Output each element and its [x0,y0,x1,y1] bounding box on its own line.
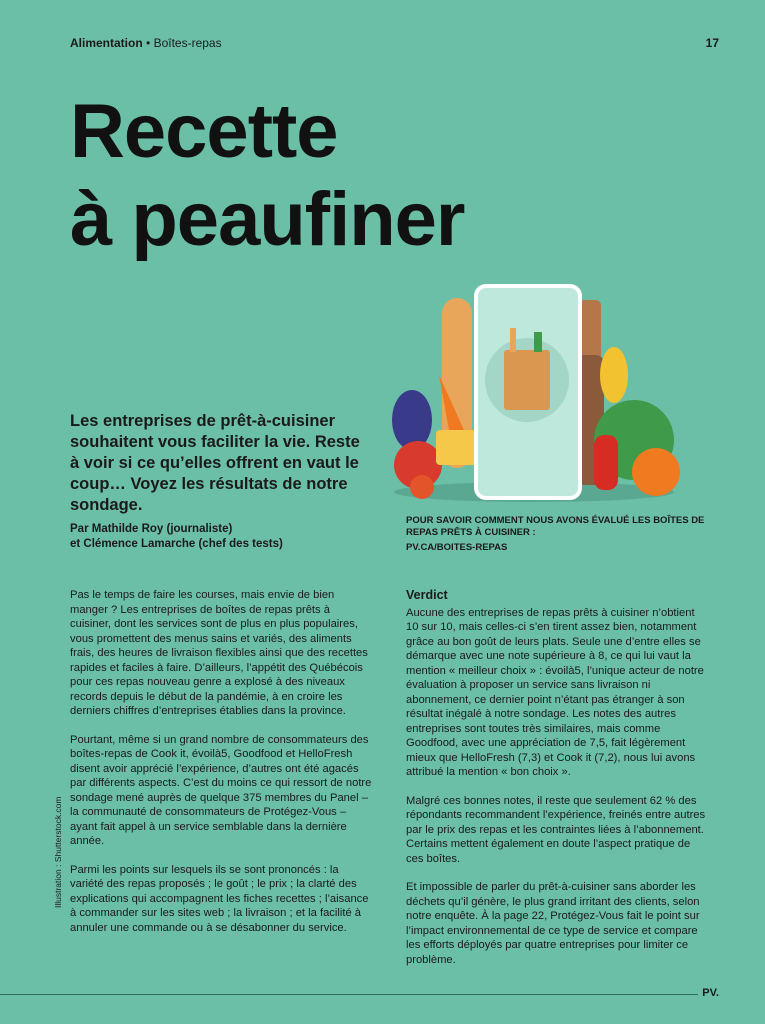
title-line-1: Recette [70,89,338,174]
illustration-credit: Illustration : Shutterstock.com [53,796,63,908]
section-label [70,36,222,50]
body-column-left [70,588,374,949]
paragraph: Pourtant, même si un grand nombre de consommateurs des boîtes-repas de Cook it, évoilà5, Goodfood et HelloFresh disent avoir apprécié l’expérience, d’autres ont été agacés par différents aspects. C’est du moins ce qui ressort de notre sondage mené auprès de quelque 375 membres du Panel – la communauté de consommateurs de Protégez-Vous – ayant fait appel à un service semblable dans la dernière année. [70,733,372,847]
methodology-promo [406,515,706,554]
footer-logo: PV. [698,987,719,999]
footer-rule [0,994,699,995]
verdict-heading: Verdict [406,588,448,602]
page-number: 17 [705,36,719,50]
corn-icon [600,347,628,403]
byline [70,522,370,552]
promo-text: POUR SAVOIR COMMENT NOUS AVONS ÉVALUÉ LES BOÎTES DE REPAS PRÊTS À CUISINER : [406,515,705,538]
groceries-phone-illustration [384,280,694,510]
orange-icon [632,448,680,496]
paragraph: Aucune des entreprises de repas prêts à cuisiner n’obtient 10 sur 10, mais celles-ci s’en tirent assez bien, notamment grâce au bon goût de leurs plats. Seule une d’entre elles se démarque avec une note supérieure à 8, ce qui lui vaut la mention « meilleur choix » : évoilà5, l’unique acteur de notre évaluation à proposer un service sans livraison ni abonnement, ce dernier point n’étant pas étranger à son résultat inégalé à notre sondage. Les notes des autres entreprises sont toutes très similaires, mais comme Goodfood, avec une appréciation de 7,5, fait légèrement mieux que HelloFresh (7,3) et Cook it (7,2), nous lui avons attribué la mention « bon choix ». [406,606,704,778]
section-name: Alimentation [70,36,143,50]
grocery-bag-icon [504,350,550,410]
byline-author: Par Mathilde Roy (journaliste) [70,523,233,535]
eggplant-icon [392,390,432,450]
promo-link[interactable]: PV.CA/BOITES-REPAS [406,542,508,553]
article-title [70,88,464,264]
paragraph: Pas le temps de faire les courses, mais envie de bien manger ? Les entreprises de boîtes de repas prêts à cuisiner, dont les services sont de plus en plus populaires, vous promettent des menus sains et variés, des aliments frais, des heures de livraison flexibles ainsi que des recettes rapides et faciles à faire. D’ailleurs, l’appétit des Québécois pour ces repas nouveau genre a explosé à des niveaux records depuis le début de la pandémie, à en croire les derniers chiffres d’entreprises établies dans la province. [70,589,368,717]
article-lede: Les entreprises de prêt-à-cuisiner souhaitent vous faciliter la vie. Reste à voir si ce qu’elles offrent en vaut le coup… Voyez les résultats de notre sondage. [70,412,360,514]
byline-tester: et Clémence Lamarche (chef des tests) [70,538,283,550]
paragraph: Et impossible de parler du prêt-à-cuisiner sans aborder les déchets qu’il génère, le plus grand irritant des clients, selon notre enquête. À la page 22, Protégez-Vous fait le point sur l’impact environnemental de ce type de service et compare les efforts déployés par quatre entreprises pour limiter ce problème. [406,881,700,966]
body-column-right [406,588,710,981]
subsection-name: Boîtes-repas [153,36,222,50]
running-header [70,36,719,50]
bottle-icon [579,300,601,360]
title-line-2: à peaufiner [70,177,465,262]
section-bullet: • [146,36,151,50]
pepper-icon [594,435,618,490]
paragraph: Malgré ces bonnes notes, il reste que seulement 62 % des répondants recommandent l’expérience, freinés entre autres par le prix des repas et les contraintes liées à l’abonnement. Certains mettent également en doute l’aspect pratique de ces boîtes. [406,794,706,865]
paragraph: Parmi les points sur lesquels ils se sont prononcés : la variété des repas proposés ; le goût ; le prix ; la clarté des explications qui accompagnent les fiches recettes ; l’aisance à commander sur les sites web ; la livraison ; et la facilité à annuler une commande ou à se désabonner du service. [70,863,369,934]
